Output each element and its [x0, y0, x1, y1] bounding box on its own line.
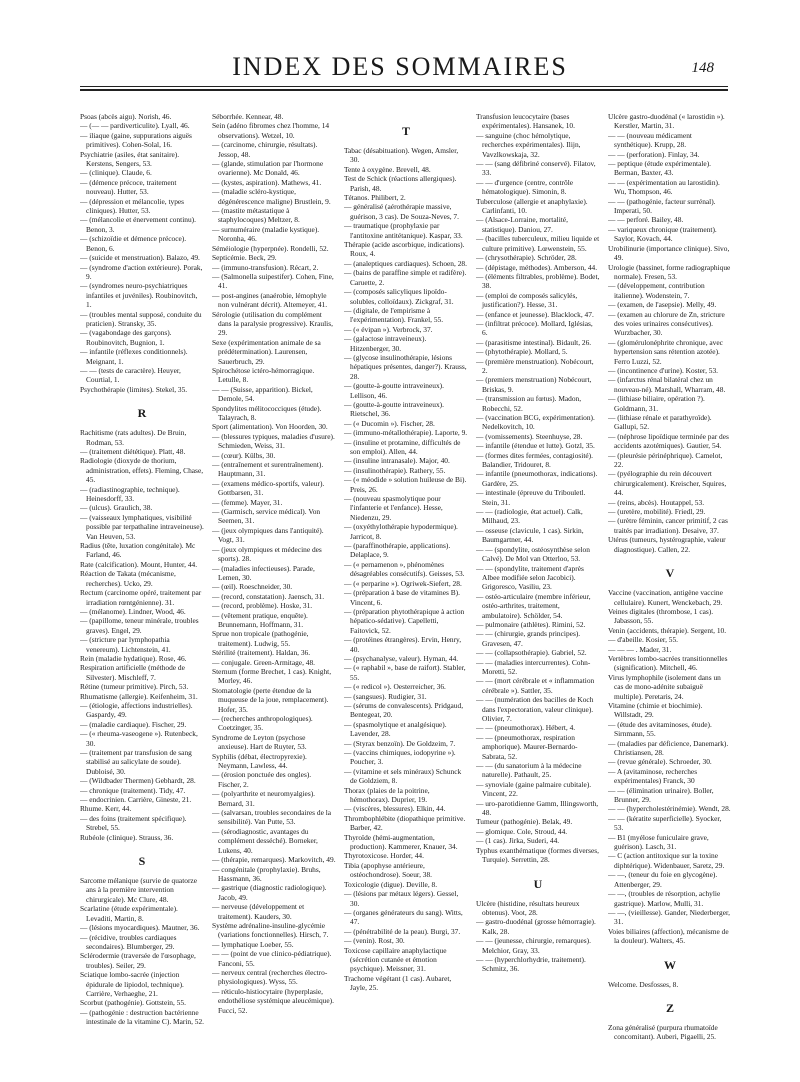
index-entry: — — (pneumothorax). Hébert, 4.	[476, 723, 576, 733]
index-entry: — (dépression et mélancolie, types cliniques). Hutter, 53.	[80, 196, 185, 216]
index-entry: Stérilité (traitement). Haldan, 36.	[212, 648, 311, 658]
index-entry: — (pleurésie périnéphrique). Camelot, 22.	[608, 450, 723, 470]
index-entry: — (jeux olympiques dans l'antiquité). Vogt, 31.	[212, 525, 324, 545]
index-entry: — (infiltrat précoce). Mollard, Iglésias, 6.	[476, 318, 593, 338]
index-entry: — (insuline intranasale). Major, 40.	[344, 456, 450, 466]
index-entry: Système adrénaline-insuline-glycémie (variations fonctionnelles). Hirsch, 7.	[212, 920, 329, 940]
page-number: 148	[691, 60, 714, 76]
index-entry: Thyroïde (hémi-augmentation, production). Kammerer, Knauer, 34.	[344, 832, 458, 852]
index-entry: Sein (adéno fibromes chez l'homme, 14 observations). Wetzel, 10.	[212, 121, 330, 140]
index-entry: — (thérapie, remarques). Markovitch, 49.	[212, 855, 336, 865]
section-letter: T	[401, 124, 410, 138]
index-entry: Voies biliaires (affection), mécanisme de la douleur). Walters, 45.	[608, 926, 729, 946]
index-entry: Trachome végétant (1 cas). Aubaret, Jayle, 25.	[344, 973, 452, 993]
index-entry: — uro-parotidienne Gamm, Illingsworth, 48.	[476, 798, 599, 818]
index-entry: — (viscères, blessures). Elkin, 44.	[344, 804, 446, 814]
index-entry: — — (expérimentation au larostidin). Wu, Thompson, 46.	[608, 177, 720, 197]
index-entry: — (radiastinographie, technique). Heinesdorff, 33.	[80, 484, 180, 504]
page-title: INDEX DES SOMMAIRES	[232, 52, 568, 81]
index-entry: — A (avitaminose, recherches expérimentales) Franck, 30	[608, 766, 698, 786]
index-entry: Réaction de Takata (mécanisme, recherches). Ucko, 29.	[80, 569, 176, 588]
index-entry: — surnuméraire (maladie kystique). Noronha, 46.	[212, 224, 320, 244]
index-entry: — (emploi de composés salicylés, justification?). Hesse, 31.	[476, 290, 578, 310]
index-entry: — (préparation phytothérapique à action hépatico-sédative). Capelletti, Faitovick, 52.	[344, 606, 465, 635]
index-entry: Utérus (tumeurs, hystérographie, valeur diagnostique). Callen, 22.	[608, 535, 726, 554]
index-entry: — (bains de paraffine simple et radifère). Caruette, 2.	[344, 268, 467, 287]
index-entry: — lymphatique Loeber, 55.	[212, 939, 294, 949]
index-entry: Sclérodermie (traversée de l'œsophage, troubles). Seiler, 29.	[80, 951, 196, 970]
index-entry: — — (kératite superficielle). Syocker, 53.	[608, 813, 722, 833]
index-entry: — (maladie scléro-kystique, dégénérescence maligne) Brustlein, 9.	[212, 187, 331, 206]
index-entry: — nerveuse (développement et traitement). Kauders, 30.	[212, 902, 305, 921]
index-entry: — (blessures typiques, maladies d'usure). Schmieden, Weiss, 31.	[212, 431, 335, 451]
index-entry: — (stricture par lymphopathia venereum). Lichtenstein, 41.	[80, 635, 171, 654]
index-entry: — nerveux central (recherches électro-physiologiques). Wyss, 55.	[212, 967, 328, 987]
index-entry: — (sérodiagnostic, avantages du complément desséché). Borneker, Lukens, 40.	[212, 826, 318, 855]
index-entry: Tétanos. Philibert, 2.	[344, 193, 406, 203]
index-entry: — (« Ducomin »). Fischer, 28.	[344, 418, 435, 428]
index-entry: Psychiatrie (asiles, état sanitaire). Kerstens, Sengers, 53.	[80, 149, 180, 169]
index-entry: — (glande, stimulation par l'hormone ovarienne). Mc Donald, 46.	[212, 159, 324, 178]
index-entry: — (jeux olympiques et médecine des sports). 28.	[212, 544, 322, 564]
index-entry: Toxicose capillaire anaphylactique (sécrétion cutanée et émotion psychique). Meissner, 31.	[344, 945, 447, 974]
index-entry: — (composés salicyliques lipoïdo-solubles, colloïdaux). Zickgraf, 31.	[344, 287, 454, 306]
index-entry: — (galactose intraveineux). Hitzenberger, 30.	[344, 334, 427, 353]
index-entry: — (oxyéthylothérapie hypodermique). Jarricot, 8.	[344, 522, 458, 541]
section-letter: W	[664, 957, 676, 972]
index-entry: — peptique (étude expérimentale). Berman, Baxter, 43.	[608, 159, 712, 178]
index-entry: — — d'urgence (centre, contrôle hématologique). Simonin, 8.	[476, 177, 574, 197]
index-entry: — ostéo-articulaire (membre inférieur, ostéo-arthrites, traitement, ambulatoire). Schölder, 54.	[476, 591, 591, 620]
header-rule	[80, 86, 728, 87]
index-entry: Séméiologie (hyperpnée). Rondelli, 52.	[212, 243, 329, 253]
index-entry: — — (nouveau médicament synthétique). Krupp, 28.	[608, 130, 692, 150]
index-entry: — (vêtement pratique, enquête). Brunnemann, Hoffmann, 31.	[212, 610, 308, 629]
index-entry: — (vaisseaux lymphatiques, visibilité possible par terpathaline intraveineuse). Van Heuven, 53.	[80, 512, 204, 541]
index-entry: — (troubles mental supposé, conduite du praticien). Stransky, 35.	[80, 309, 202, 328]
index-entry: — (syndrome d'action extérieure). Porak, 9.	[80, 262, 203, 281]
section-letter: R	[137, 406, 147, 421]
index-entry: — intestinale (épreuve du Tribouletl. Stein, 31.	[476, 488, 586, 507]
section-letter: V	[665, 566, 675, 581]
index-entry: — infantile (pneumothorax, indications). Gardère, 25.	[476, 469, 598, 488]
index-entry: — (cœur). Külbs, 30.	[212, 450, 276, 460]
index-entry: — (femme). Mayer, 31.	[212, 497, 283, 507]
index-entry: — (formes dites fermées, contagiosité). Balandier, Tridouret, 8.	[476, 450, 593, 470]
index-entry: — (insulinothérapie). Rathery, 55.	[344, 465, 446, 475]
index-entry: Urobilinurie (importance clinique). Sivo, 49.	[608, 243, 730, 263]
index-entry: — synoviale (gaine palmaire cubitale). Vincent, 22.	[476, 779, 592, 799]
page-header	[0, 0, 800, 110]
index-entry: — (maladies par déficience, Danemark). Christiansen, 28.	[608, 738, 729, 757]
index-entry: Thyrotoxicose. Horder, 44.	[344, 851, 424, 861]
index-entry: — (recherches anthropologiques). Coetzinger, 35.	[212, 714, 313, 733]
index-entry: — (insuline et protamine, difficultés de son emploi). Allen, 44.	[344, 437, 461, 456]
index-entry: — (papillome, teneur minérale, troubles graves). Engel, 29.	[80, 616, 199, 635]
index-entry: Sprue non tropicale (pathogénie, traitement). Ludwig, 55.	[212, 629, 309, 648]
index-entry: — (transmission au fœtus). Madon, Robecchi, 52.	[476, 394, 582, 413]
index-entry: Thorax (plaies de la poitrine, hémothorax). Duprier, 19.	[344, 785, 430, 805]
index-entry: Syndrome de Leyton (psychose anxieuse). Hart de Ruyter, 53.	[212, 732, 307, 752]
index-entry: Rein (maladie hydatique). Rose, 46.	[80, 653, 187, 663]
index-entry: Tente à oxygène. Brevell, 48.	[344, 164, 431, 174]
index-entry: — (« évipan »). Verbrock, 37.	[344, 324, 433, 334]
index-entry: — (glomérulonéphrite chronique, avec hypertension sans rétention azotée). Ferro Luzzi, 52.	[608, 337, 723, 366]
index-entry: Tumeur (pathogénie). Belak, 49.	[476, 817, 573, 827]
index-entry: — (maladie cardiaque). Fischer, 29.	[80, 719, 187, 729]
index-entry: — infantile (réflexes conditionnels). Meignant, 1.	[80, 347, 188, 366]
index-entry: — gastro-duodénal (grosse hémorragie). Kalk, 28.	[476, 917, 596, 936]
index-entry: Veines digitales (thrombose, 1 cas). Jabasson, 55.	[608, 606, 714, 626]
index-entry: — (chrysothérapie). Schröder, 28.	[476, 253, 577, 263]
index-entry: — chronique (traitement). Tidy, 47.	[80, 785, 186, 795]
index-entry: — (clinique). Claude, 6.	[80, 168, 152, 178]
index-entry: Syphilis (débat, électropyrexie). Neymann, Lawless, 44.	[212, 751, 307, 771]
section-letter: Z	[665, 1000, 674, 1015]
index-entry: — — (maladies intercurrentes). Cohn-Moretti, 52.	[476, 657, 591, 676]
index-entry: — (entraînement et surentraînement). Hauptmann, 31.	[212, 460, 324, 479]
index-entry: Scorbut (pathogénie). Gottstein, 55.	[80, 998, 186, 1008]
index-entry: — pulmonaire (athlètes). Rimini, 52.	[476, 619, 586, 629]
index-column-2	[212, 112, 336, 1072]
index-entry: — — (chirurgie, grands principes). Gravesen, 47.	[476, 629, 581, 648]
index-entry: — — (point de vue clinico-pédiatrique). Fanconi, 55.	[212, 949, 332, 968]
index-entry: Rate (calcification). Mount, Hunter, 44.	[80, 559, 198, 569]
index-entry: — (« perparine »). Ogriwek-Siefert, 28.	[344, 578, 462, 588]
index-entry: — réticulo-histiocytaire (hyperplasie, endothéliose systémique aleucémique). Fucci, 52.	[212, 986, 334, 1015]
index-entry: — — (Suisse, apparition). Bickel, Demole, 54.	[212, 384, 313, 404]
index-entry: — (organes générateurs du sang). Witts, 47.	[344, 907, 463, 927]
index-entry: — (vitamine et sels minéraux) Schunck de Goldziem, 8.	[344, 766, 462, 786]
index-entry: Welcome. Desfosses, 8.	[608, 979, 679, 989]
index-entry: — sanguine (choc hémolytique, recherches expérimentales). Ilijn, Vavzlkowskaja, 32.	[476, 130, 581, 159]
index-entry: — (mastite métastatique à staphylocoques) Meltzer, 8.	[212, 206, 300, 225]
index-entry: — conjugale. Green-Armitage, 48.	[212, 657, 316, 667]
index-entry: — osseuse (clavicule, 1 cas). Sirkin, Baumgartner, 44.	[476, 525, 584, 545]
index-entry: Scarlatine (étude expérimentale). Levaditi, Martin, 8.	[80, 904, 178, 923]
index-column-1	[80, 112, 204, 1072]
index-entry: — (uretère, mobilité). Friedl, 29.	[608, 507, 706, 517]
index-entry: Septicémie. Beck, 29.	[212, 253, 277, 263]
index-entry: — (— — pardiverticulite). Lyall, 46.	[80, 121, 190, 131]
index-entry: — (revue générale). Schroeder, 30.	[608, 757, 712, 767]
index-entry: Venin (accidents, thérapie). Sergent, 10.	[608, 625, 727, 635]
index-entry: Vaccine (vaccination, antigène vaccine cellulaire). Kunert, Wenckebach, 29.	[608, 588, 723, 607]
index-entry: — (traitement par transfusion de sang stabilisé au salicylate de soude). Dubloisé, 30.	[80, 748, 192, 776]
index-entry: — (1 cas). Jirka, Suderi, 44.	[476, 836, 560, 846]
section-letter: U	[533, 876, 543, 891]
index-entry: Zona généralisé (purpura rhumatoïde concomitant). Auberi, Pigaelli, 25.	[608, 1022, 718, 1042]
index-entry: Tibia (apophyse antérieure, ostéochondrose). Soeur, 38.	[344, 860, 433, 880]
index-entry: — (spasmolytique et analgésique). Lavender, 28.	[344, 719, 447, 739]
index-entry: — (« raphabil », base de raifort). Stabler, 55.	[344, 663, 466, 682]
index-entry: Rétine (tumeur primitive). Pirch, 53.	[80, 682, 189, 692]
index-entry: — — (du sanatorium à la médecine naturelle). Pathault, 25.	[476, 761, 582, 780]
index-entry: Transfusion leucocytaire (bases expérimentales). Hansanek, 10.	[476, 112, 575, 131]
index-entry: — (sangsues). Rudigier, 31.	[344, 691, 427, 701]
index-entry: — (pyélographie du rein découvert chirurgicalement). Kreischer, Squires, 44.	[608, 469, 727, 498]
index-entry: Stomatologie (perte étendue de la muqueuse de la joue, remplacement). Hofer, 35.	[212, 685, 329, 714]
index-entry: Sarcome mélanique (survie de quatorze ans à la première intervention chirurgicale). Mc Clure, 48.	[80, 876, 197, 904]
index-entry: — (mélancolie et énervement continu). Benon, 3.	[80, 215, 196, 234]
index-entry: — (suicide et menstruation). Balazo, 49.	[80, 253, 200, 263]
index-entry: — (œil). Roeschneider, 30.	[212, 582, 293, 592]
index-entry: Ulcère gastro-duodénal (« larostidin »). Kerstler, Martin, 31.	[608, 112, 725, 131]
index-entry: — — (radiologie, état actuel). Calk, Milhaud, 23.	[476, 507, 583, 526]
index-entry: Thérapie (acide ascorbique, indications). Roux, 4.	[344, 240, 465, 259]
index-entry: — (étude des avitaminoses, étude). Sirnmann, 55.	[608, 719, 712, 739]
index-entry: — (reins, abcès). Houtappel, 53.	[608, 497, 705, 507]
index-entry: — (urètre féminin, cancer primitif, 2 cas traités par irradiation). Desaive, 37.	[608, 516, 728, 535]
index-entry: — B1 (myélose funiculaire grave, guérison). Lasch, 31.	[608, 832, 709, 852]
index-entry: — (salvarsan, troubles secondaires de la sensibilité). Van Putte, 53.	[212, 808, 332, 827]
index-entry: — (vaccins chimiques, iodopyrine »). Poucher, 3.	[344, 748, 456, 767]
index-entry: Virus lymphophile (isolement dans un cas de mono-adénite subaiguë multiple). Peretaris, 24.	[608, 672, 721, 701]
index-entry: — (pénétrabilité de la peau). Burgi, 37.	[344, 926, 461, 936]
index-entry: Radius (tête, luxation congénitale). Mc Farland, 46.	[80, 541, 196, 560]
index-entry: Psychothérapie (limites). Stekel, 35.	[80, 384, 188, 394]
index-entry: — (vomissements). Steenhuyse, 28.	[476, 431, 583, 441]
index-entry: — (immuno-transfusion). Récart, 2.	[212, 262, 319, 272]
index-entry: — (psychanalyse, valeur). Hyman, 44.	[344, 653, 459, 663]
index-entry: — — — . Mader, 31.	[608, 644, 672, 654]
index-entry: — (syndromes neuro-psychiatriques infantiles et juvéniles). Roubinovitch, 1.	[80, 281, 198, 310]
index-entry: — (venin). Rost, 30.	[344, 936, 405, 946]
index-entry: — (phytothérapie). Mollard, 5.	[476, 347, 568, 357]
index-entry: — (vagabondage des garçons). Roubinovitch, Bugnion, 1.	[80, 328, 172, 347]
index-entry: — traumatique (prophylaxie par l'antitoxine antitétanique). Kaspar, 33.	[344, 221, 463, 240]
index-entry: — (examens médico-sportifs, valeur). Gottbarsen, 31.	[212, 478, 325, 498]
index-entry: Rachitisme (rats adultes). De Bruin, Rodman, 53.	[80, 428, 187, 447]
index-entry: — — (mort cérébrale et « inflammation cérébrale »). Sattler, 35.	[476, 676, 595, 695]
index-entry: — (digitale, de l'empirisme à l'expérimentation). Frankel, 55.	[344, 305, 444, 325]
index-entry: — (goutte-à-goutte intraveineux). Lellison, 46.	[344, 381, 444, 400]
index-entry: — (enfance et jeunesse). Blacklock, 47.	[476, 309, 594, 319]
index-entry: Rubéole (clinique). Strauss, 36.	[80, 832, 174, 842]
index-entry: — — (jeunesse, chirurgie, remarques). Melchior, Gray, 33.	[476, 936, 591, 955]
index-entry: — — (spondylite, traitement d'après Albee modifiée selon Jacobici). Grigoresco, Vasiliu, 23.	[476, 563, 584, 592]
index-entry: — glomique. Cole, Stroud, 44.	[476, 826, 568, 836]
index-entry: — (sérums de convalescents). Pridgaud, Bentegeat, 20.	[344, 700, 464, 720]
index-entry: — (érosion ponctuée des ongles). Fischer, 2.	[212, 770, 312, 789]
index-column-3	[344, 112, 468, 1072]
index-entry: — des foins (traitement spécifique). Strebel, 55.	[80, 813, 187, 833]
header-rule-thick	[80, 89, 728, 91]
index-entry: Urologie (bassinet, forme radiographique normale). Fresen, 53.	[608, 262, 731, 281]
index-entry: — (premiers menstruation) Nobécourt, Briskas, 9.	[476, 375, 592, 394]
index-entry: — endocrinien. Carrière, Gineste, 21.	[80, 795, 192, 805]
index-entry: — (récidive, troubles cardiaques secondaires). Blumberger, 29.	[80, 932, 177, 951]
index-entry: — généralisé (aérothérapie massive, guérison, 3 cas). De Souza-Neves, 7.	[344, 202, 459, 221]
index-entry: — iliaque (gaine, suppurations aiguës primitives). Cohen-Solal, 16.	[80, 130, 192, 150]
index-entry: — — (hypercholestérinémie). Wendt, 28.	[608, 804, 731, 814]
index-entry: — — (pneumothorax, respiration amphorique). Maurer-Bernardo-Sabrata, 52.	[476, 732, 578, 761]
index-entry: — (préparation à base de vitamines B). Vincent, 6.	[344, 588, 460, 607]
index-entry: Spondylites mélitococciques (étude). Talayrach, 8.	[212, 403, 322, 422]
index-entry: — gastrique (diagnostic radiologique). Jacob, 49.	[212, 883, 327, 902]
index-entry: Spirochétose ictéro-hémorragique. Letulle, 8.	[212, 365, 315, 385]
index-entry: — variqueux chronique (traitement). Saylor, Kovach, 44.	[608, 224, 717, 244]
index-entry: — (« pernamenon », phénomènes désagréables consécutifs). Geisses, 53.	[344, 559, 465, 579]
index-entry: Sciatique lombo-sacrée (injection épidurale de lipiodol, technique). Carrière, Verhaeghe, 21.	[80, 970, 184, 998]
index-entry: — — perforé. Bailey, 48.	[608, 215, 684, 225]
index-entry: — (lésions myocardiques). Mautner, 36.	[80, 923, 200, 933]
index-entry: — (développement, contribution italienne). Wodenstein, 7.	[608, 281, 705, 300]
index-entry: Sport (alimentation). Von Hoorden, 30.	[212, 422, 328, 432]
index-entry: — — (sang défibriné conservé). Filatov, 33.	[476, 159, 596, 178]
index-entry: — (« méodide » solution huileuse de Bi). Preis, 26.	[344, 475, 467, 494]
index-entry: — (démence précoce, traitement nouveau). Hutter, 53.	[80, 177, 177, 197]
index-entry: — (« rheuma-vaseogene »). Rutenbeck, 30.	[80, 729, 198, 748]
index-entry: — (record, problème). Hoske, 31.	[212, 601, 313, 611]
index-entry: — C (action antitoxique sur la toxine diphtérique). Widenbauer, Saretz, 29.	[608, 851, 725, 870]
index-entry: — (lithiase rénale et parathyroïde). Gallupi, 52.	[608, 413, 712, 432]
index-entry: Sternum (forme Brechet, 1 cas). Knight, Morley, 46.	[212, 666, 332, 686]
index-entry: — (Wildbader Thermen) Gebhardt, 28.	[80, 776, 196, 786]
index-entry: Psoas (abcès aigu). Norish, 46.	[80, 112, 172, 121]
index-entry: — (lithiase biliaire, opération ?). Goldmann, 31.	[608, 394, 705, 413]
index-entry: Tuberculose (allergie et anaphylaxie). Carlinfanti, 10.	[476, 196, 588, 216]
index-entry: — — (élimination urinaire). Boller, Brunner, 29.	[608, 785, 714, 805]
index-column-4	[476, 112, 600, 1072]
index-entry: — —, (teneur du foie en glycogène). Attenberger, 29.	[608, 870, 718, 889]
index-entry: — (carcinome, chirurgie, résultats). Jessop, 48.	[212, 140, 318, 159]
index-entry: — (polyarthrite et neuromyalgies). Bernard, 31.	[212, 789, 316, 808]
index-entry: — (infarctus rénal bilatéral chez un nouveau-né). Marshall, Wharram, 48.	[608, 375, 726, 394]
index-entry: — (éléments filtrables, problème). Bodet, 38.	[476, 271, 600, 291]
index-entry: — — (pathogénie, facteur surrénal). Imperati, 50.	[608, 196, 716, 216]
index-entry: — (goutte-à-goutte intraveineux). Rietschel, 36.	[344, 399, 444, 419]
index-entry: — — (spondylite, ostéosynthèse selon Calvé). De Mol van Otterloo, 53.	[476, 544, 590, 564]
index-entry: — (Garmisch, service médical). Von Seemen, 31.	[212, 507, 321, 526]
index-entry: — (vaccination BCG, expérimentation). Nedelkovitch, 10.	[476, 413, 595, 432]
index-entry: — (schizoïdie et démence précoce). Benon, 6.	[80, 234, 187, 253]
index-entry: — (dépistage, méthodes). Amberson, 44.	[476, 262, 598, 272]
index-entry: Vitamine (chimie et biochimie). Willstadt, 29.	[608, 700, 703, 720]
index-entry: — (parasitisme intestinal). Bidault, 26.	[476, 337, 592, 347]
index-entry: — (Alsace-Lorraine, mortalité, statistique). Daniou, 27.	[476, 215, 568, 234]
index-entry: Test de Schick (réactions allergiques). Parish, 48.	[344, 174, 457, 193]
index-entry: — (pathogénie : destruction bactérienne intestinale de la vitamine C). Marin, 52.	[80, 1007, 204, 1027]
index-entry: — (bacilles tuberculeux, milieu liquide et culture primitive). Lœwenstein, 55.	[476, 234, 600, 253]
index-entry: — (immuno-métallothérapie). Laporte, 9.	[344, 428, 468, 438]
index-entry: — (Salmonella suipestifer). Cohen, Fine, 41.	[212, 271, 334, 291]
index-entry: — infantile (étendue et lutte). Gotzl, 35.	[476, 441, 595, 451]
index-entry: Radiologie (dioxyde de thorium, administration, effets). Fleming, Chase, 45.	[80, 456, 204, 485]
index-entry: Respiration artificielle (méthode de Silvester). Mischleff, 7.	[80, 663, 185, 682]
index-entry: — (Styrax benzoïn). De Goldzeim, 7.	[344, 738, 456, 748]
index-entry: — (ulcus). Graulich, 38.	[80, 503, 153, 513]
index-entry: Rhumatisme (allergie). Keifenheim, 31.	[80, 691, 198, 701]
index-entry: — (première menstruation). Nobécourt, 2.	[476, 356, 594, 375]
index-entry: — (incontinence d'urine). Koster, 53.	[608, 365, 719, 375]
index-entry: Toxicologie (digue). Deville, 8.	[344, 879, 438, 889]
index-entry: — (examen, de l'asepsie). Melly, 49.	[608, 300, 717, 310]
index-entry: — (glycose insulinothérapie, lésions hépatiques présentes, danger?). Krauss, 28.	[344, 352, 467, 381]
index-entry: — (nouveau spasmolytique pour l'infanterie et l'enfance). Hesse, Niedenzu, 29.	[344, 494, 443, 522]
index-entry: — (examen au chlorure de Zn, stricture des voies urinaires consécutives). Wurzbacher, 30.	[608, 309, 725, 338]
index-entry: — (traitement diététique). Platt, 48.	[80, 447, 186, 456]
index-entry: Sexe (expérimentation animale de sa prédétermination). Laurensen, Sauerbruch, 29.	[212, 337, 321, 366]
index-entry: — (lésions par métaux légers). Gessel, 30.	[344, 889, 459, 908]
index-entry: Séborrhée. Kennear, 48.	[212, 112, 284, 121]
index-entry: — (paraffinothérapie, applications). Delaplace, 9.	[344, 541, 451, 560]
index-entry: — (analeptiques cardiaques). Schoen, 28.	[344, 258, 467, 268]
index-entry: Rhume. Kerr, 44.	[80, 804, 132, 814]
section-letter: S	[138, 854, 146, 869]
index-column-5	[608, 112, 732, 1072]
index-entry: — (néphrose lipoïdique terminée par des accidents azotémiques). Gautier, 54.	[608, 431, 729, 451]
index-entry: — — (hyperchlorhydrie, traitement). Schmitz, 36.	[476, 954, 586, 974]
index-entry: — — (numération des bacilles de Koch dans l'expectoration, valeur clinique). Olivier, 7.	[476, 695, 594, 723]
index-entry: Typhus exanthématique (formes diverses, Turquie). Serrettin, 28.	[476, 845, 600, 865]
index-entry: — (maladies infectieuses). Parade, Lemen, 30.	[212, 563, 315, 582]
index-entry: — (protéines étrangères). Ervin, Henry, 40.	[344, 635, 462, 654]
index-entry: Sérologie (utilisation du complément dans la paralysie progressive). Kraulis, 29.	[212, 309, 333, 338]
index-entry: Tabac (désabituation). Wegen, Amsler, 30.	[344, 146, 459, 165]
index-entry: — (kystes, aspiration). Mathews, 41.	[212, 177, 322, 187]
index-entry: — post-angines (anaérobie, lémophyle non vulnérant décrit). Altemeyer, 41.	[212, 290, 328, 310]
index-entry: — — (perforation). Finlay, 34.	[608, 149, 700, 159]
index-entry: — (mélanome). Lindner, Wood, 46.	[80, 606, 186, 616]
index-entry: Vertèbres lombo-sacrées transitionnelles (signification). Mitchell, 46.	[608, 653, 728, 673]
index-entry: Rectum (carcinome opéré, traitement par irradiation rœntgénienne). 31.	[80, 588, 202, 607]
index-entry: — congénitale (prophylaxie). Bruhs, Hassmann, 36.	[212, 864, 321, 883]
index-entry: — — (collapsothérapie). Gabriel, 52.	[476, 648, 587, 658]
index-entry: — (record, constatation). Jaensch, 31.	[212, 591, 325, 601]
index-entry: — d'abeille. Kosier, 55.	[608, 635, 678, 645]
index-entry: — —, (vieillesse). Gander, Niederberger, 31.	[608, 907, 730, 927]
index-entry: — — (tests de caractère). Heuyer, Courtial, 1.	[80, 365, 181, 385]
index-entry: — (étiologie, affections industrielles). Gaspardy, 49.	[80, 700, 193, 720]
index-entry: Thrombophlébite (diopathique primitive. Barber, 42.	[344, 813, 466, 833]
index-entry: — —, (troubles de résorption, achylie gastrique). Marlow, Mulli, 31.	[608, 889, 721, 908]
index-entry: — (« redicol »). Oesterreicher, 36.	[344, 682, 446, 692]
index-columns	[80, 112, 732, 1072]
index-entry: Ulcère (histidine, résultats heureux obtenus). Voot, 28.	[476, 898, 580, 917]
